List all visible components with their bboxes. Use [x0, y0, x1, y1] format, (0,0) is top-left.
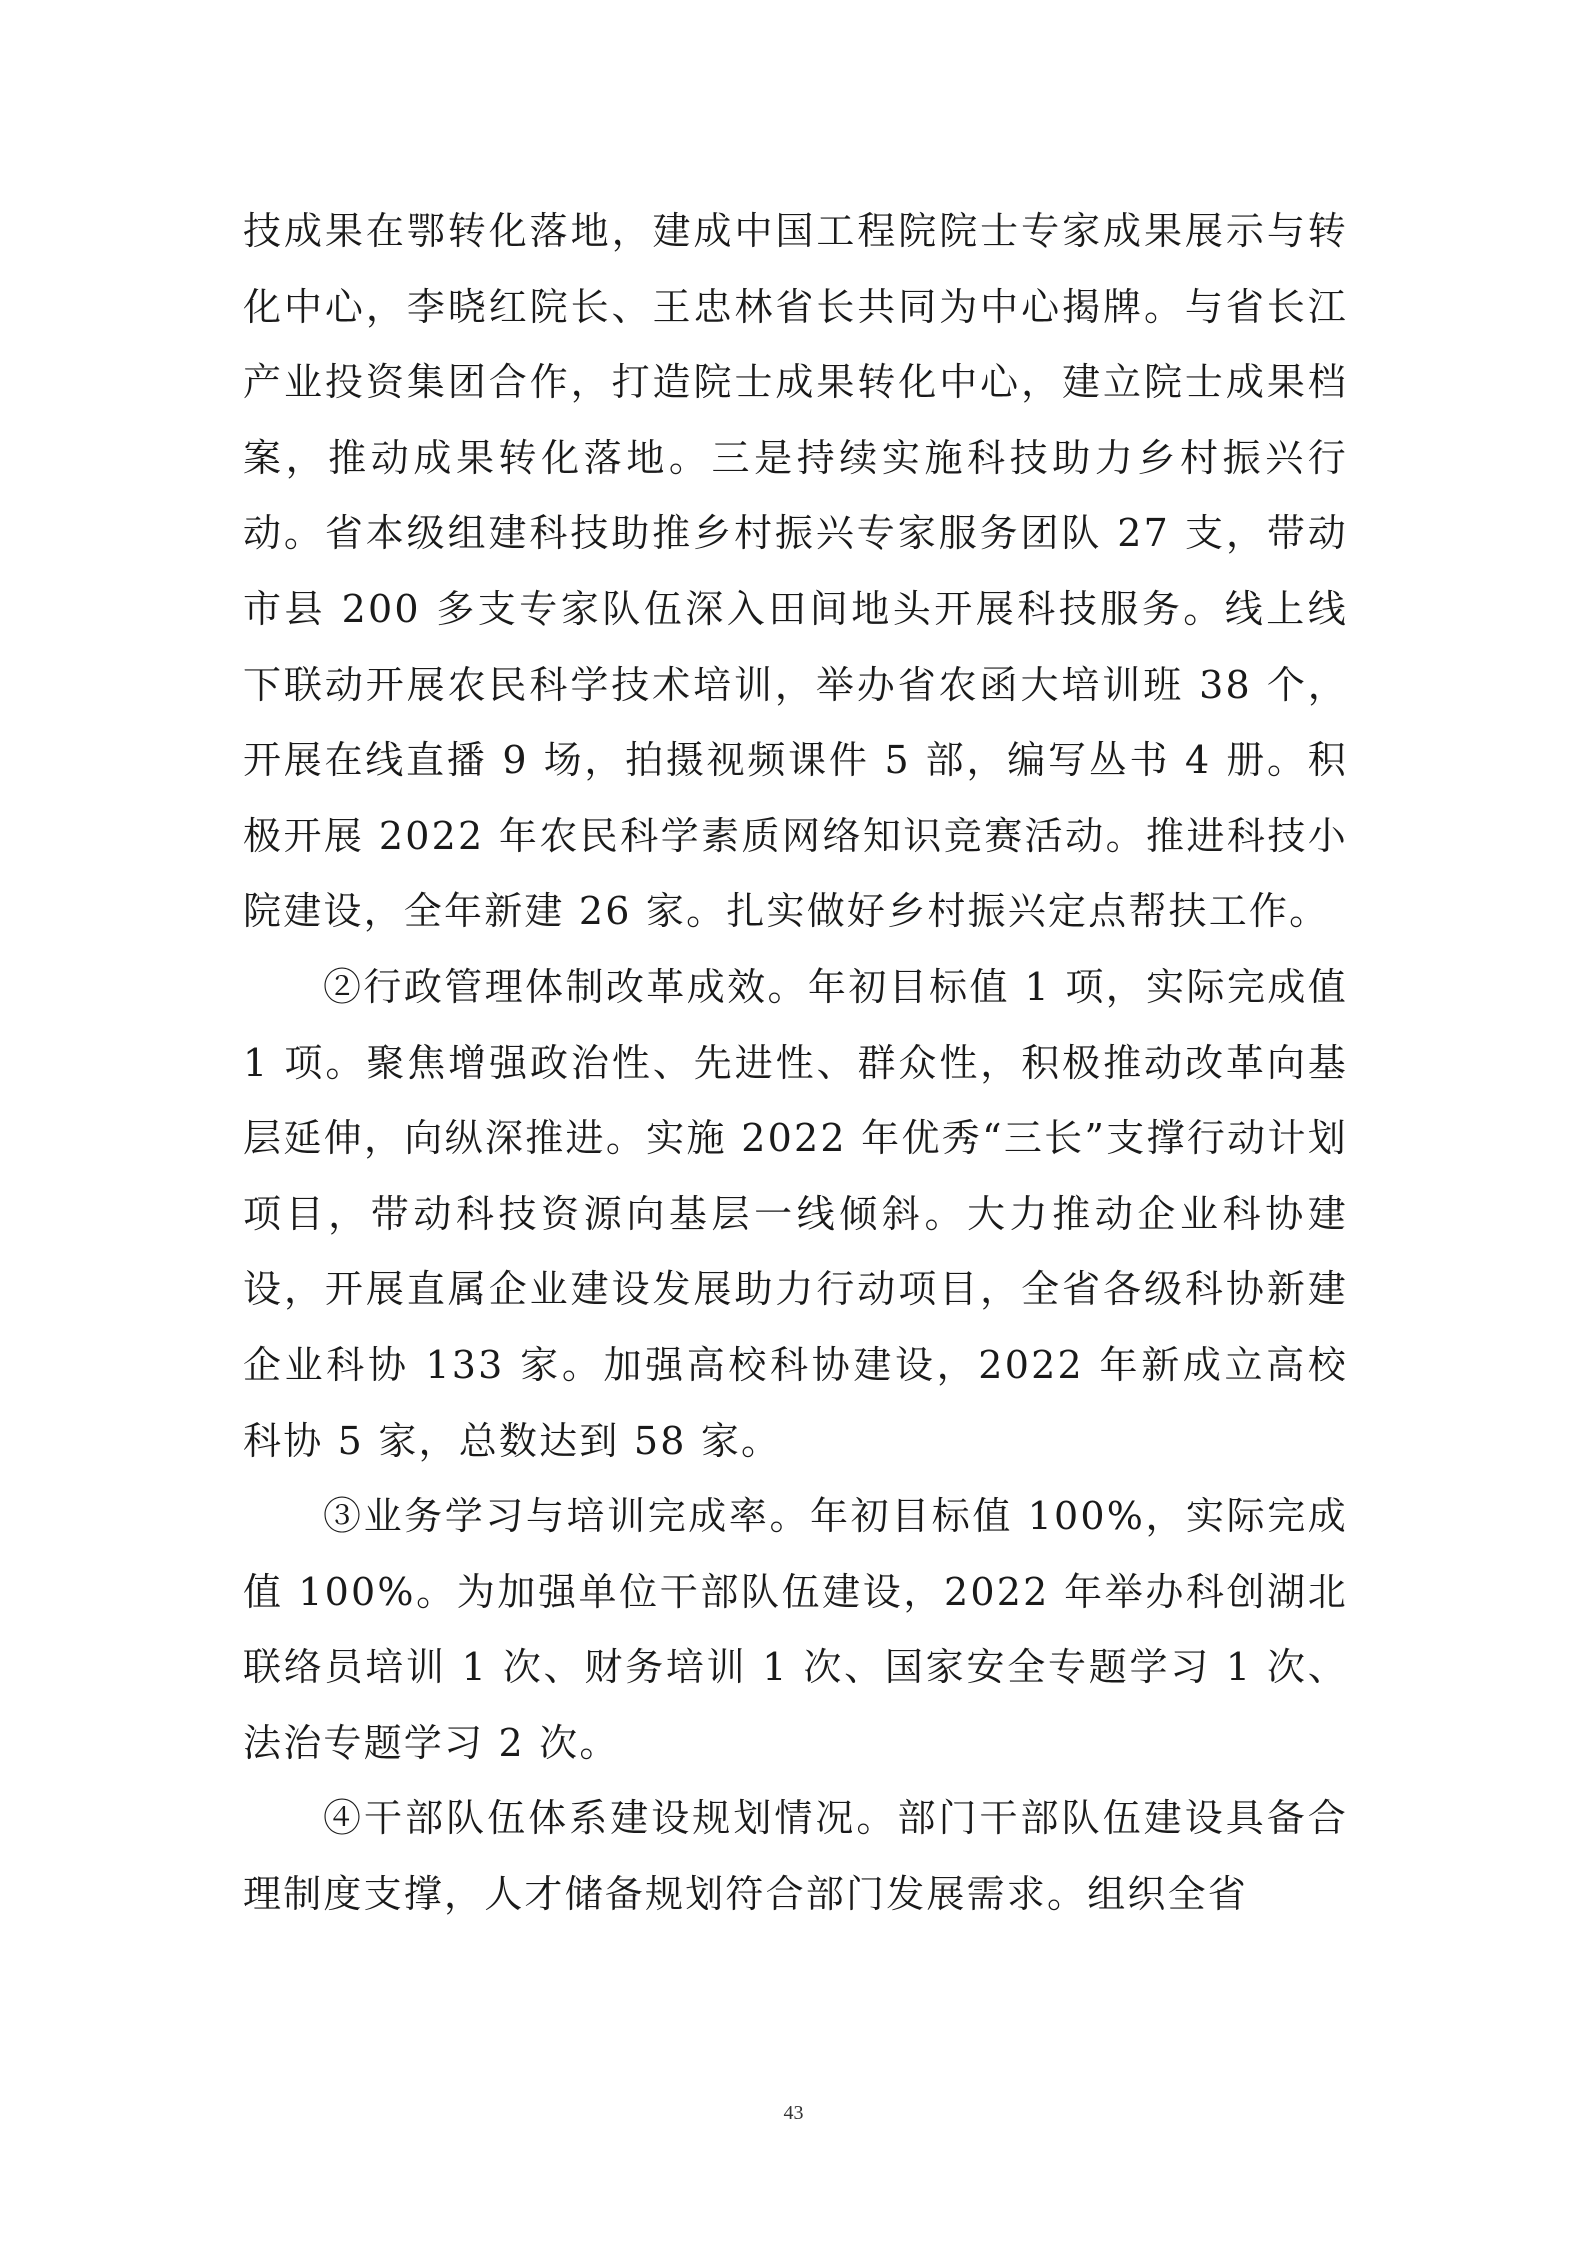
body-text — [243, 194, 1348, 1933]
paragraph-continuation: 技成果在鄂转化落地，建成中国工程院院士专家成果展示与转化中心，李晓红院长、王忠林省长共同为中心揭牌。与省长江产业投资集团合作，打造院士成果转化中心，建立院士成果档案，推动成果转化落地。三是持续实施科技助力乡村振兴行动。省本级组建科技助推乡村振兴专家服务团队 27 支，带动市县 200 多支专家队伍深入田间地头开展科技服务。线上线下联动开展农民科学技术培训，举办省农函大培训班 38 个，开展在线直播 9 场，拍摄视频课件 5 部，编写丛书 4 册。积极开展 2022 年农民科学素质网络知识竞赛活动。推进科技小院建设，全年新建 26 家。扎实做好乡村振兴定点帮扶工作。 — [243, 209, 1348, 934]
page-number: 43 — [783, 2102, 804, 2124]
paragraph-training-rate: ③业务学习与培训完成率。年初目标值 100%，实际完成值 100%。为加强单位干部队伍建设，2022 年举办科创湖北联络员培训 1 次、财务培训 1 次、国家安全专题学习 1 次、法治专题学习 2 次。 — [243, 1494, 1348, 1765]
paragraph-cadre-planning: ④干部队伍体系建设规划情况。部门干部队伍建设具备合理制度支撑，人才储备规划符合部门发展需求。组织全省 — [243, 1796, 1348, 1917]
paragraph-admin-reform: ②行政管理体制改革成效。年初目标值 1 项，实际完成值 1 项。聚焦增强政治性、先进性、群众性，积极推动改革向基层延伸，向纵深推进。实施 2022 年优秀“三长”支撑行动计划项目，带动科技资源向基层一线倾斜。大力推动企业科协建设，开展直属企业建设发展助力行动项目，全省各级科协新建企业科协 133 家。加强高校科协建设，2022 年新成立高校科协 5 家，总数达到 58 家。 — [243, 964, 1348, 1463]
